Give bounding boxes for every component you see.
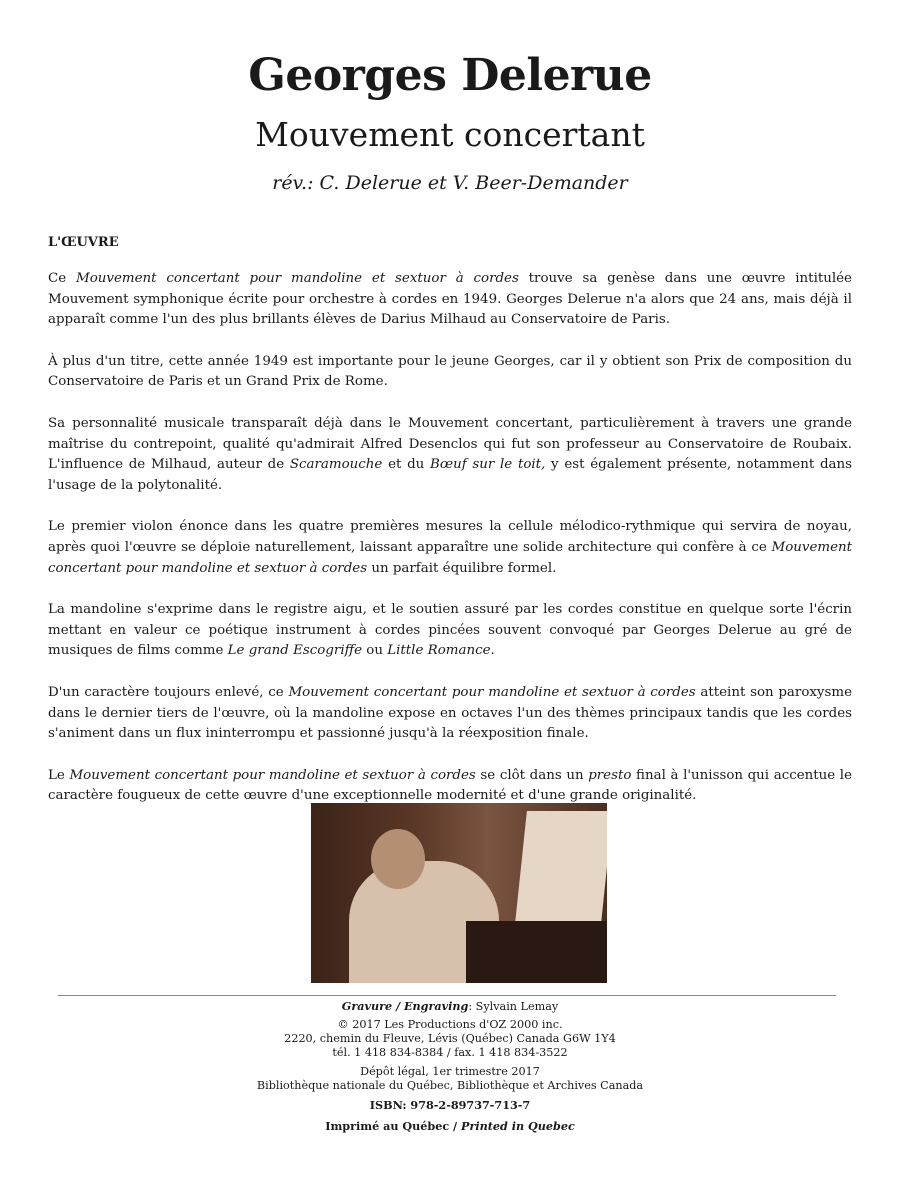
- text-run: D'un caractère toujours enlevé, ce: [48, 684, 289, 700]
- italic-run: Scaramouche: [289, 457, 383, 473]
- text-run: Le: [48, 767, 70, 783]
- italic-run: Mouvement concertant pour mandoline et sextuor à cordes: [288, 684, 696, 700]
- text-run: et du: [382, 457, 431, 473]
- section-heading: L'ŒUVRE: [48, 235, 119, 250]
- footer-divider: [58, 995, 836, 996]
- text-run: y est également présente, notamment dans l'usage de la polytonalité.: [48, 457, 853, 493]
- text-run: Le premier violon énonce dans les quatre premières mesures la cellule mélodico-rythmique qui servira de noyau, après quoi l'œuvre se déploie naturellement, laissant apparaître une solide architecture qui confère à ce: [48, 519, 852, 555]
- body-paragraph: [48, 517, 852, 579]
- photo-composer-head: [371, 829, 425, 889]
- italic-run: Mouvement concertant pour mandoline et sextuor à cordes: [76, 271, 519, 286]
- copyright-line: © 2017 Les Productions d'OZ 2000 inc.: [337, 1018, 563, 1031]
- page-title: Georges Delerue: [248, 50, 652, 101]
- colophon: [0, 999, 900, 1133]
- legal-deposit-line: Dépôt légal, 1er trimestre 2017: [360, 1065, 540, 1078]
- body-paragraph: [48, 269, 852, 331]
- printed-english: Printed in Quebec: [461, 1119, 575, 1133]
- italic-run: Bœuf sur le toit,: [430, 457, 546, 473]
- text-run: ou: [362, 643, 388, 659]
- italic-run: Le grand Escogriffe: [227, 643, 363, 659]
- body-text: [48, 269, 852, 828]
- italic-run: Mouvement concertant pour mandoline et sextuor à cordes: [69, 767, 476, 783]
- italic-run: presto: [588, 767, 632, 783]
- body-paragraph: [48, 766, 852, 807]
- body-paragraph: [48, 414, 852, 496]
- printed-line: [0, 1119, 900, 1133]
- text-run: .: [490, 643, 495, 659]
- body-paragraph: [48, 600, 852, 662]
- engraving-name: : Sylvain Lemay: [468, 1000, 559, 1013]
- italic-run: Mouvement concertant pour mandoline et sextuor à cordes: [48, 539, 852, 576]
- text-run: un parfait équilibre formel.: [367, 560, 557, 576]
- text-run: Sa personnalité musicale transparaît déjà dans le Mouvement concertant, particulièrement à travers une grande maîtrise du contrepoint, qualité qu'admirait Alfred Desenclos qui fut son professeur au Conservatoire de Roubaix. L'influence de Milhaud, auteur de: [48, 415, 852, 473]
- photo-piano: [466, 921, 607, 983]
- libraries-line: Bibliothèque nationale du Québec, Bibliothèque et Archives Canada: [256, 1079, 644, 1092]
- address-line: 2220, chemin du Fleuve, Lévis (Québec) Canada G6W 1Y4: [284, 1032, 616, 1045]
- body-paragraph: [48, 683, 852, 745]
- revision-credit: rév.: C. Delerue et V. Beer-Demander: [272, 172, 628, 194]
- text-run: Ce: [48, 271, 76, 286]
- isbn-line: ISBN: 978-2-89737-713-7: [369, 1098, 531, 1112]
- text-run: trouve sa genèse dans une œuvre intitulée Mouvement symphonique écrite pour orchestre à cordes en 1949. Georges Delerue n'a alors que 24 ans, mais déjà il apparaît comme l'un des plus brillants élèves de Darius Milhaud au Conservatoire de Paris.: [48, 271, 852, 328]
- page-subtitle: Mouvement concertant: [255, 115, 645, 154]
- phone-line: tél. 1 418 834-8384 / fax. 1 418 834-3522: [332, 1046, 568, 1059]
- italic-run: Little Romance: [387, 643, 491, 659]
- text-run: se clôt dans un: [475, 767, 589, 783]
- engraving-label: Gravure / Engraving: [341, 999, 469, 1013]
- printed-french: Imprimé au Québec /: [325, 1119, 462, 1133]
- text-run: atteint son paroxysme dans le dernier tiers de l'œuvre, où la mandoline expose en octaves l'un des thèmes principaux tandis que les cordes s'animent dans un flux ininterrompu et passionné jusqu'à la réexposition finale.: [48, 684, 852, 742]
- engraving-line: [0, 999, 900, 1014]
- body-paragraph: [48, 352, 852, 393]
- text-run: À plus d'un titre, cette année 1949 est importante pour le jeune Georges, car il y obtient son Prix de composition du Conservatoire de Paris et un Grand Prix de Rome.: [48, 353, 852, 390]
- photo-score-sheet: [515, 811, 607, 923]
- composer-photo: [311, 803, 607, 983]
- text-run: La mandoline s'exprime dans le registre aigu, et le soutien assuré par les cordes constitue en quelque sorte l'écrin mettant en valeur ce poétique instrument à cordes pincées souvent convoqué par Georges Delerue au gré de musiques de films comme: [48, 602, 852, 659]
- text-run: final à l'unisson qui accentue le caractère fougueux de cette œuvre d'une exceptionnelle modernité et d'une grande originalité.: [48, 767, 852, 804]
